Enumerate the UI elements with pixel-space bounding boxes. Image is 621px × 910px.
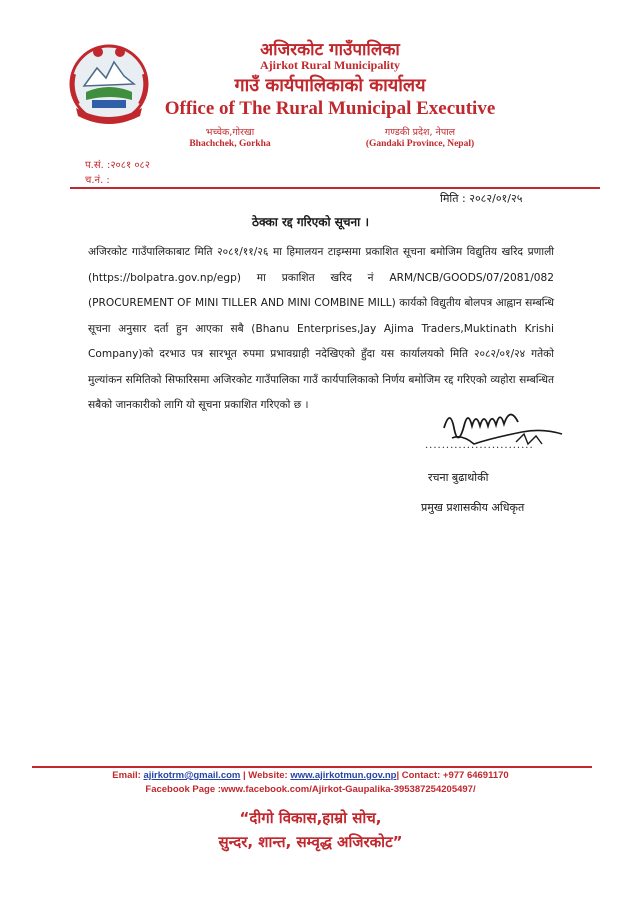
notice-body: अजिरकोट गाउँपालिकाबाट मिति २०८१/११/२६ मा हिमालयन टाइम्समा प्रकाशित सूचना बमोजिम विद्युतिय खरिद प्रणाली (https://bolpatra.gov.np/egp) मा प्रकाशित खरिद नं ARM/NCB/GOODS/07/2081/082 (PROCUREMENT OF MINI TILLER AND MINI COMBINE MILL) कार्यको विद्युतीय बोलपत्र आह्वान सम्बन्धि सूचना अनुसार दर्ता हुन आएका सबै (Bhanu Enterprises,Jay Ajima Traders,Muktinath Krishi Company)को दरभाउ पत्र सारभूत रुपमा प्रभावग्राही नदेखिएको हुँदा यस कार्यालयको मिति २०८२/०१/२४ गतेको मुल्यांकन समितिको सिफारिसमा अजिरकोट गाउँपालिका गाउँ कार्यपालिकाको निर्णय बमोजिम रद्द गरिएको व्यहोरा सम्बन्धित सबैको जानकारीको लागि यो सूचना प्रकाशित गरिएको छ । [88,246,554,411]
slogan-line-2: सुन्दर, शान्त, सम्वृद्ध अजिरकोट” [218,833,403,851]
nepal-emblem-icon [62,34,157,129]
dispatch-number: च.नं. : [85,175,110,186]
email-link[interactable]: ajirkotrm@gmail.com [143,770,241,781]
address-right-en: (Gandaki Province, Nepal) [365,139,475,149]
notice-subject: ठेक्का रद्द गरिएको सूचना । [251,215,370,229]
footer-contact-line [0,770,621,781]
office-name-en: Office of The Rural Municipal Executive [164,98,496,119]
header-divider [70,187,600,189]
signatory-name: रचना बुढाथोकी [428,471,489,484]
facebook-page: Facebook Page :www.facebook.com/Ajirkot-Gaupalika-395387254205497/ [145,784,476,795]
website-link[interactable]: www.ajirkotmun.gov.np [290,770,397,781]
reference-number: प.सं. :२०८१ ०८२ [85,160,150,171]
email-label: Email: [112,770,144,781]
address-left-np: भच्चेक,गोरखा [205,127,255,138]
notice-date: मिति : २०८२/०१/२५ [440,192,523,205]
signature-line: .......................... [425,440,534,451]
website-label: | Website: [240,770,291,781]
footer-divider [32,766,592,768]
municipality-name-en: Ajirkot Rural Municipality [260,58,400,72]
address-left-en: Bhachchek, Gorkha [189,139,271,149]
signatory-title: प्रमुख प्रशासकीय अधिकृत [421,501,525,514]
contact-text: | Contact: +977 64691170 [396,770,509,781]
office-name-np: गाउँ कार्यपालिकाको कार्यालय [234,75,426,96]
address-right-np: गण्डकी प्रदेश, नेपाल [384,127,456,138]
municipality-name-np: अजिरकोट गाउँपालिका [260,40,400,60]
slogan-line-1: “दीगो विकास,हाम्रो सोच, [239,809,382,827]
